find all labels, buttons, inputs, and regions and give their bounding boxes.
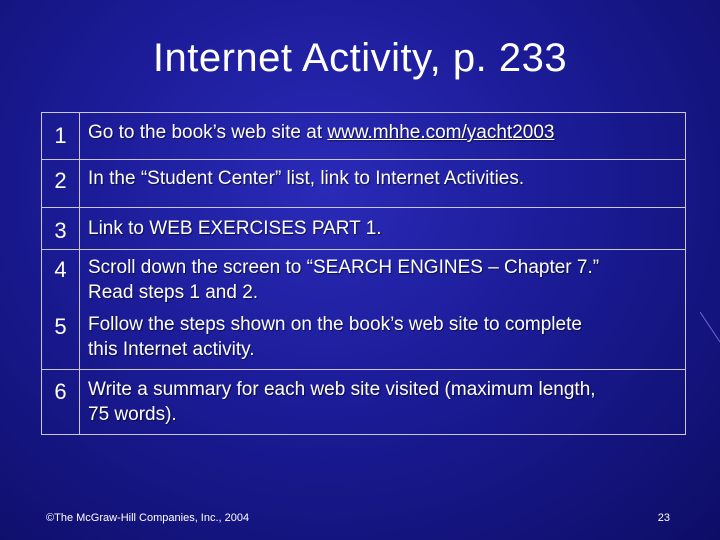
step-number: 3 <box>54 218 67 243</box>
step-text <box>88 255 684 305</box>
step-text-line: Write a summary for each web site visited (maximum length, <box>88 379 596 400</box>
step-row-5 <box>42 310 685 370</box>
step-text-line: Follow the steps shown on the book’s web site to complete <box>88 314 582 335</box>
step-number: 2 <box>54 168 67 193</box>
step-number: 5 <box>54 314 67 339</box>
step-row-6 <box>42 370 685 434</box>
step-number: 1 <box>54 123 67 148</box>
steps-table <box>41 112 686 435</box>
step-text: Link to WEB EXERCISES PART 1. <box>88 218 382 239</box>
copyright-text: ©The McGraw-Hill Companies, Inc., 2004 <box>46 512 250 524</box>
decorative-diagonal-line <box>700 312 720 352</box>
step-row-3 <box>42 208 685 250</box>
slide-title: Internet Activity, p. 233 <box>152 36 568 80</box>
step-text-line: Scroll down the screen to “SEARCH ENGINES – Chapter 7.” <box>88 257 600 278</box>
page-number: 23 <box>657 512 670 524</box>
step-row-4 <box>42 250 685 310</box>
step-text <box>88 377 684 427</box>
step-text-line: this Internet activity. <box>88 339 255 360</box>
step-row-1 <box>42 113 685 160</box>
step-row-2 <box>42 160 685 208</box>
step-text-line: 75 words). <box>88 404 177 425</box>
step-number: 4 <box>54 257 67 282</box>
step-text <box>88 120 684 145</box>
step-text: In the “Student Center” list, link to Internet Activities. <box>88 168 525 189</box>
book-website-link[interactable]: www.mhhe.com/yacht2003 <box>327 122 555 143</box>
step-text-line: Read steps 1 and 2. <box>88 282 259 303</box>
step-text-prefix: Go to the book’s web site at <box>88 122 328 143</box>
step-text <box>88 312 684 362</box>
step-number: 6 <box>54 379 67 404</box>
